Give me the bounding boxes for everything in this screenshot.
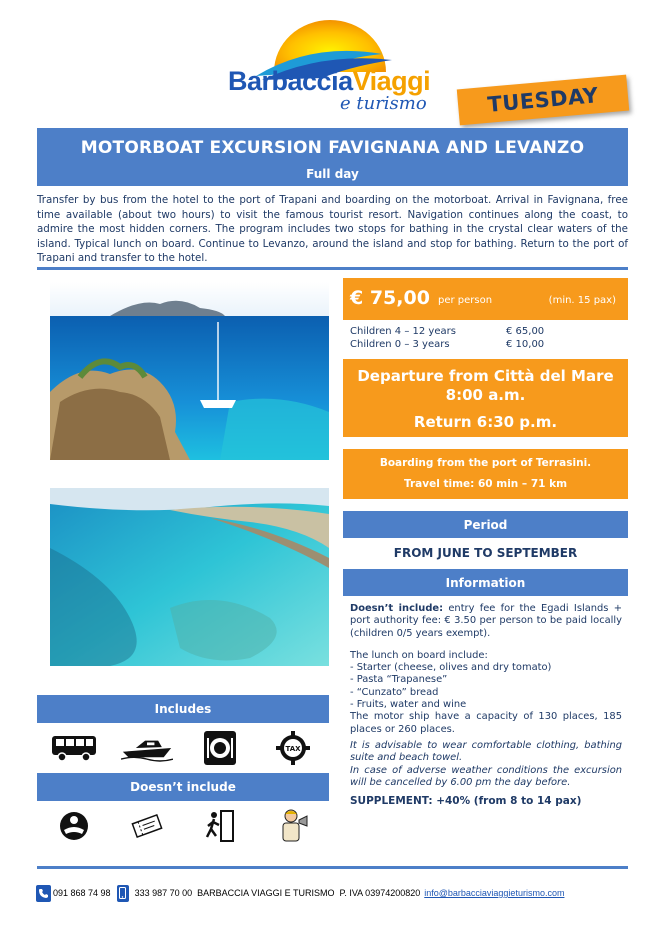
- ticket-icon: [121, 806, 173, 846]
- mobile-phone-icon: [117, 885, 129, 902]
- includes-icons: [37, 726, 329, 770]
- footer-phone: 091 868 74 98: [53, 888, 111, 898]
- photo-sailboat-coast: [50, 282, 329, 460]
- period-value: FROM JUNE TO SEPTEMBER: [393, 546, 578, 560]
- weather-note: In case of adverse weather conditions the excursion will be cancelled by 6.00 pm the day before.: [350, 764, 622, 788]
- divider: [37, 267, 628, 270]
- lunch-plate-icon: [194, 728, 246, 768]
- children-price-value: € 65,00: [506, 326, 545, 337]
- svg-text:TAX: TAX: [284, 745, 301, 753]
- not-includes-header: Doesn’t include: [37, 773, 329, 801]
- lunch-item: - Pasta “Trapanese”: [350, 674, 448, 686]
- not-includes-icons: [37, 804, 329, 848]
- logo-wordmark: BarbacciaViaggi: [228, 66, 431, 96]
- price-amount: € 75,00: [350, 287, 430, 309]
- lunch-intro: The lunch on board include:: [350, 649, 488, 661]
- includes-header: Includes: [37, 695, 329, 723]
- phone-icon: [36, 885, 51, 902]
- excursion-description: Transfer by bus from the hotel to the port of Trapani and boarding on the motorboat. Arrival in Favignana, free time available (about two hours) to visit the famous tourist resort. Navigation continues along the coast, to admire the most hidden corners. The program includes two stops for bathing in the crystal clear waters of the island. Typical lunch on board. Continue to Levanzo, around the island and stop for bathing. Return to the port of Trapani and transfer to the hotel.: [37, 194, 628, 265]
- tax-icon: [267, 728, 319, 768]
- tip-hand-icon: [48, 806, 100, 846]
- information-body: [350, 603, 622, 807]
- period-header: Period: [343, 511, 628, 538]
- price-box: [343, 278, 628, 320]
- children-price-row: [350, 339, 620, 352]
- boarding-port: Boarding from the port of Terrasini.: [379, 457, 592, 469]
- lunch-item: - Starter (cheese, olives and dry tomato): [350, 662, 552, 674]
- departure-box: [343, 359, 628, 437]
- children-prices: [350, 326, 620, 351]
- footer-mobile: 333 987 70 00: [134, 888, 193, 898]
- company-logo: [222, 14, 444, 114]
- children-price-row: [350, 326, 620, 339]
- price-per-label: per person: [438, 295, 493, 306]
- not-included-note: [350, 603, 622, 640]
- footer-vat: P. IVA 03974200820: [339, 888, 421, 898]
- departure-place: Departure from Città del Mare: [357, 367, 614, 385]
- not-included-text: entry fee for the Egadi Islands + port authority fee: € 3.50 per person to be paid locally (children 0/5 years exempt).: [350, 603, 622, 639]
- logo-subline: e turismo: [340, 93, 427, 114]
- price-minimum: (min. 15 pax): [548, 295, 616, 306]
- not-included-label: Doesn’t include:: [350, 603, 444, 614]
- lunch-item: - “Cunzato” bread: [350, 686, 439, 698]
- bus-icon: [48, 728, 100, 768]
- children-age-label: Children 0 – 3 years: [350, 338, 450, 350]
- page-subtitle: Full day: [306, 167, 359, 181]
- children-price-value: € 10,00: [506, 338, 545, 350]
- title-band: [37, 128, 628, 186]
- motorboat-icon: [121, 728, 173, 768]
- information-header: Information: [343, 569, 628, 596]
- lunch-item: - Fruits, water and wine: [350, 699, 467, 711]
- photo-turquoise-bay: [50, 488, 329, 666]
- supplement-note: SUPPLEMENT: +40% (from 8 to 14 pax): [350, 795, 582, 808]
- footer: [36, 883, 636, 903]
- exit-door-icon: [194, 806, 246, 846]
- return-time: Return 6:30 p.m.: [413, 413, 558, 431]
- advice-note: It is advisable to wear comfortable clothing, bathing suite and beach towel.: [350, 739, 622, 764]
- tour-guide-icon: [267, 806, 319, 846]
- departure-time: 8:00 a.m.: [445, 386, 526, 404]
- children-age-label: Children 4 – 12 years: [350, 326, 456, 337]
- footer-divider: [37, 866, 628, 869]
- travel-time: Travel time: 60 min – 71 km: [403, 478, 568, 490]
- boarding-box: [343, 449, 628, 499]
- day-tag: TUESDAY: [457, 75, 629, 126]
- page-title: MOTORBOAT EXCURSION FAVIGNANA AND LEVANZO: [80, 138, 585, 158]
- footer-email-link[interactable]: info@barbacciaviaggieturismo.com: [424, 888, 565, 898]
- footer-company: BARBACCIA VIAGGI E TURISMO: [197, 888, 335, 898]
- capacity-note: The motor ship have a capacity of 130 places, 185 places or 260 places.: [350, 711, 622, 735]
